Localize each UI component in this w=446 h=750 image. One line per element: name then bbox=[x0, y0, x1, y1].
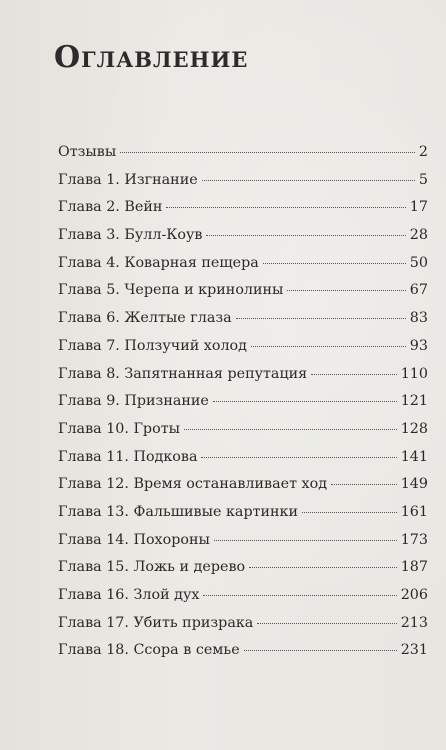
dot-leader bbox=[249, 567, 397, 568]
page-title: Оглавление bbox=[54, 40, 249, 75]
toc-entry bbox=[58, 366, 428, 394]
dot-leader bbox=[236, 318, 406, 319]
toc-entry-page: 231 bbox=[400, 642, 428, 659]
toc-entry-page: 2 bbox=[418, 144, 428, 160]
dot-leader bbox=[120, 152, 415, 153]
dot-leader bbox=[263, 263, 406, 264]
toc-entry-title: Глава 1. Изгнание bbox=[58, 171, 198, 188]
toc-entry bbox=[58, 559, 428, 587]
toc-entry-page: 28 bbox=[409, 227, 428, 244]
toc-entry-title: Глава 4. Коварная пещера bbox=[58, 254, 259, 271]
toc-entry bbox=[58, 532, 428, 560]
table-of-contents bbox=[58, 144, 428, 670]
dot-leader bbox=[213, 401, 397, 402]
toc-entry bbox=[58, 282, 428, 310]
toc-entry bbox=[58, 504, 428, 532]
dot-leader bbox=[311, 374, 397, 375]
toc-entry bbox=[58, 449, 428, 477]
toc-entry-title: Глава 16. Злой дух bbox=[58, 587, 200, 603]
dot-leader bbox=[206, 235, 405, 236]
toc-entry-page: 128 bbox=[400, 420, 428, 437]
dot-leader bbox=[214, 540, 397, 541]
dot-leader bbox=[184, 429, 397, 430]
toc-entry-page: 5 bbox=[418, 171, 428, 188]
toc-entry-title: Глава 6. Желтые глаза bbox=[58, 310, 232, 327]
dot-leader bbox=[331, 484, 397, 485]
dot-leader bbox=[202, 180, 415, 181]
toc-entry bbox=[58, 338, 428, 366]
toc-entry bbox=[58, 227, 428, 255]
toc-entry bbox=[58, 476, 428, 504]
toc-entry-title: Глава 7. Ползучий холод bbox=[58, 337, 247, 354]
toc-entry-title: Глава 14. Похороны bbox=[58, 531, 210, 548]
toc-entry-page: 67 bbox=[409, 282, 428, 299]
toc-entry-page: 141 bbox=[400, 448, 428, 465]
toc-entry-title: Глава 18. Ссора в семье bbox=[58, 642, 240, 659]
toc-entry-page: 110 bbox=[400, 365, 428, 382]
toc-entry-page: 83 bbox=[409, 310, 428, 327]
toc-entry-title: Отзывы bbox=[58, 144, 117, 160]
dot-leader bbox=[251, 346, 406, 347]
toc-entry-title: Глава 12. Время останавливает ход bbox=[58, 476, 327, 493]
toc-entry-page: 93 bbox=[409, 337, 428, 354]
toc-entry bbox=[58, 144, 428, 172]
toc-entry-page: 161 bbox=[400, 503, 428, 520]
toc-entry bbox=[58, 199, 428, 227]
dot-leader bbox=[257, 623, 396, 624]
toc-entry-title: Глава 3. Булл-Коув bbox=[58, 227, 203, 244]
toc-entry bbox=[58, 172, 428, 200]
dot-leader bbox=[166, 207, 405, 208]
toc-entry bbox=[58, 587, 428, 615]
dot-leader bbox=[244, 650, 397, 651]
toc-entry bbox=[58, 642, 428, 670]
toc-entry-title: Глава 8. Запятнанная репутация bbox=[58, 365, 308, 382]
toc-entry bbox=[58, 393, 428, 421]
toc-entry-title: Глава 15. Ложь и дерево bbox=[58, 559, 246, 576]
toc-entry bbox=[58, 255, 428, 283]
toc-entry-page: 206 bbox=[400, 587, 428, 603]
dot-leader bbox=[302, 512, 397, 513]
toc-entry-page: 213 bbox=[400, 614, 428, 631]
toc-entry-page: 50 bbox=[409, 254, 428, 271]
toc-entry-title: Глава 13. Фальшивые картинки bbox=[58, 503, 299, 520]
toc-entry-title: Глава 2. Вейн bbox=[58, 199, 163, 216]
dot-leader bbox=[203, 595, 396, 596]
toc-entry-page: 17 bbox=[409, 199, 428, 216]
toc-entry-page: 173 bbox=[400, 531, 428, 548]
toc-entry-page: 149 bbox=[400, 476, 428, 493]
toc-entry bbox=[58, 615, 428, 643]
toc-entry-title: Глава 5. Черепа и кринолины bbox=[58, 282, 284, 299]
toc-entry-page: 121 bbox=[400, 393, 428, 410]
toc-entry-page: 187 bbox=[400, 559, 428, 576]
toc-entry-title: Глава 17. Убить призрака bbox=[58, 614, 254, 631]
toc-entry bbox=[58, 421, 428, 449]
toc-entry bbox=[58, 310, 428, 338]
toc-entry-title: Глава 9. Признание bbox=[58, 393, 209, 410]
dot-leader bbox=[201, 457, 396, 458]
toc-entry-title: Глава 10. Гроты bbox=[58, 420, 180, 437]
toc-entry-title: Глава 11. Подкова bbox=[58, 448, 198, 465]
dot-leader bbox=[287, 290, 405, 291]
